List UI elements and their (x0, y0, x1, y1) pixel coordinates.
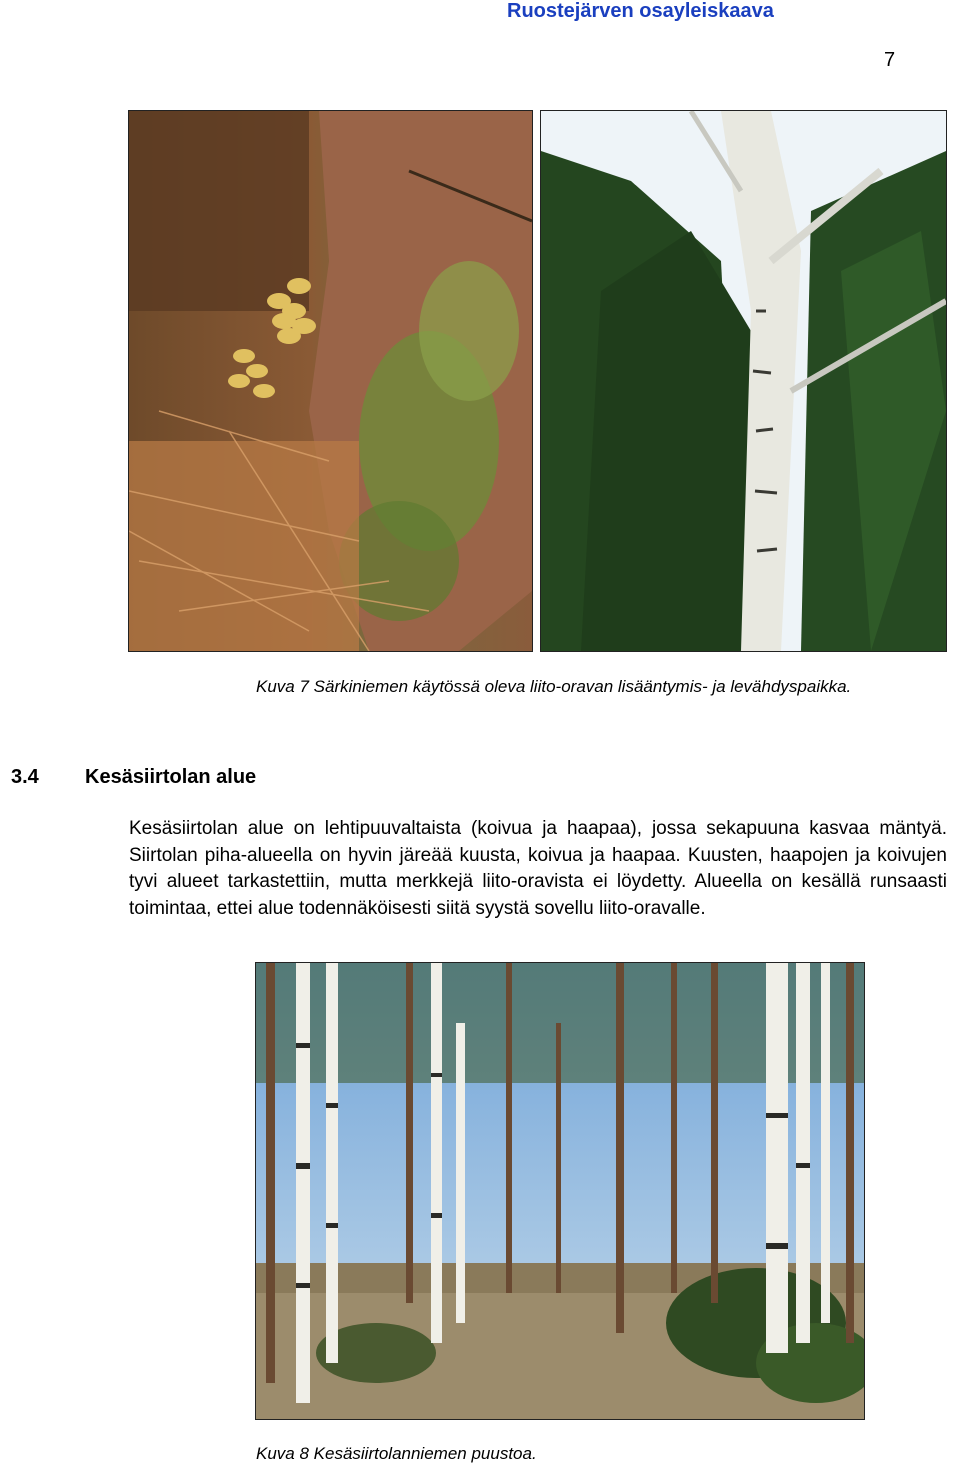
section-number: 3.4 (11, 766, 39, 788)
forest-floor-droppings-photo (128, 110, 533, 652)
section-heading (11, 766, 256, 789)
figure-7-caption: Kuva 7 Särkiniemen käytössä oleva liito-oravan lisääntymis- ja levähdyspaikka. (256, 677, 852, 696)
birch-spruce-canopy-photo (540, 110, 947, 652)
figure-8-caption: Kuva 8 Kesäsiirtolanniemen puustoa. (256, 1444, 537, 1463)
document-header-title: Ruostejärven osayleiskaava (507, 0, 774, 22)
page-number: 7 (884, 49, 896, 71)
section-paragraph: Kesäsiirtolan alue on lehtipuuvaltaista (koivua ja haapaa), jossa sekapuuna kasvaa mäntyä. Siirtolan piha-alueella on hyvin järeää kuusta, koivua ja haapaa. Kuusten, haapojen ja koivujen tyvi alueet tarkastettiin, mutta merkkejä liito-oravista ei löydetty. Alueella on kesällä runsaasti toimintaa, ettei alue todennäköisesti siitä syystä sovellu liito-oravalle. (129, 818, 947, 919)
mixed-forest-photo (255, 962, 865, 1420)
section-title: Kesäsiirtolan alue (85, 766, 257, 788)
